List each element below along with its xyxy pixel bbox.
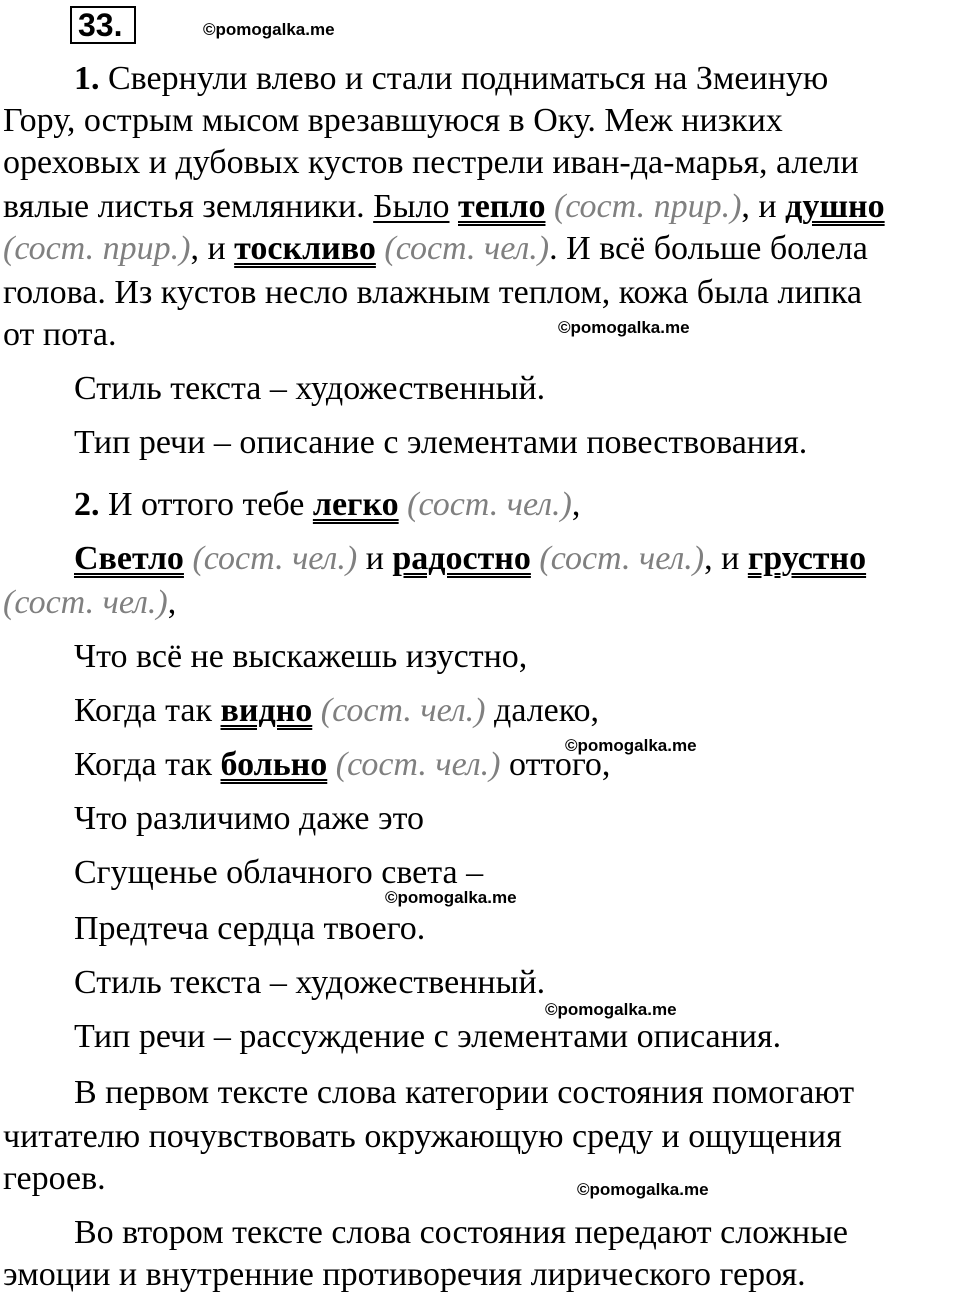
state-word-vidno: видно [220, 692, 313, 729]
part-of-speech-tag: (сост. чел.) [384, 230, 550, 267]
text-fragment: , [167, 584, 177, 621]
text-fragment: Когда так [74, 746, 221, 783]
text-fragment: вялые листья земляники. [3, 188, 374, 225]
text2-line: Сгущенье облачного света – [74, 854, 484, 891]
conclusion-line: Во втором тексте слова состояния передают сложные [74, 1214, 848, 1251]
conclusion-line: В первом тексте слова категории состояния помогают [74, 1074, 855, 1111]
text-fragment: оттого, [500, 746, 611, 783]
part-of-speech-tag: (сост. чел.) [539, 540, 705, 577]
part-of-speech-tag: (сост. чел.) [3, 584, 168, 621]
speech-type-text2: Тип речи – рассуждение с элементами описания. [74, 1018, 782, 1055]
part-of-speech-tag: (сост. чел.) [407, 486, 572, 523]
text2-line: Что различимо даже это [74, 800, 425, 837]
text-line [3, 228, 959, 270]
style-text1: Стиль текста – художественный. [74, 370, 546, 407]
text-fragment: далеко, [485, 692, 600, 729]
word-bylo: Было [373, 188, 450, 225]
text-line: голова. Из кустов несло влажным теплом, кожа была липка [3, 274, 862, 311]
part-of-speech-tag: (сост. прир.) [3, 230, 191, 267]
text-line [3, 186, 959, 228]
watermark: ©pomogalka.me [385, 888, 517, 907]
text-fragment: , [571, 486, 581, 523]
watermark: ©pomogalka.me [558, 318, 690, 337]
part-of-speech-tag: (сост. чел.) [335, 746, 501, 783]
state-word-legko: легко [312, 486, 399, 523]
state-word-tosklivo: тоскливо [234, 230, 376, 267]
text1-paragraph [3, 58, 959, 100]
text-fragment: , и [741, 188, 786, 225]
state-word-bolno: больно [220, 746, 328, 783]
watermark: ©pomogalka.me [577, 1180, 709, 1199]
watermark: ©pomogalka.me [565, 736, 697, 755]
text-line: Гору, острым мысом врезавшуюся в Оку. Меж низких [3, 102, 783, 139]
text-fragment: и [357, 540, 393, 577]
style-text2: Стиль текста – художественный. [74, 964, 546, 1001]
state-word-grustno: грустно [747, 540, 867, 577]
text-fragment: Когда так [74, 692, 221, 729]
part-of-speech-tag: (сост. чел.) [320, 692, 486, 729]
watermark: ©pomogalka.me [545, 1000, 677, 1019]
watermark: ©pomogalka.me [203, 20, 335, 39]
state-word-svetlo: Светло [74, 540, 184, 577]
text2-number: 2. [74, 486, 100, 523]
text-fragment: , и [704, 540, 748, 577]
conclusion-line: читателю почувствовать окружающую среду и ощущения [3, 1118, 842, 1155]
conclusion-line: эмоции и внутренние противоречия лирического героя. [3, 1256, 806, 1293]
state-word-dushno: душно [785, 188, 885, 225]
text2-line [3, 538, 959, 580]
text-line: Свернули влево и стали подниматься на Змеиную [108, 60, 829, 97]
exercise-number: 33. [70, 6, 136, 44]
state-word-teplo: тепло [458, 188, 546, 225]
text-line: от пота. [3, 316, 117, 353]
text-fragment: , и [190, 230, 235, 267]
text-fragment: . И всё больше болела [549, 230, 868, 267]
part-of-speech-tag: (сост. прир.) [553, 188, 742, 225]
conclusion-line: героев. [3, 1160, 106, 1197]
part-of-speech-tag: (сост. чел.) [192, 540, 358, 577]
speech-type-text1: Тип речи – описание с элементами повествования. [74, 424, 808, 461]
text-fragment: И оттого тебе [99, 486, 313, 523]
state-word-radostno: радостно [392, 540, 531, 577]
text1-number: 1. [74, 60, 100, 97]
text2-line: Что всё не выскажешь изустно, [74, 638, 528, 675]
text2-line: Предтеча сердца твоего. [74, 910, 426, 947]
text2-line [3, 690, 959, 732]
text2-line [3, 484, 959, 526]
text-line: ореховых и дубовых кустов пестрели иван-да-марья, алели [3, 144, 859, 181]
text2-line [3, 582, 959, 624]
text2-line [3, 744, 959, 786]
